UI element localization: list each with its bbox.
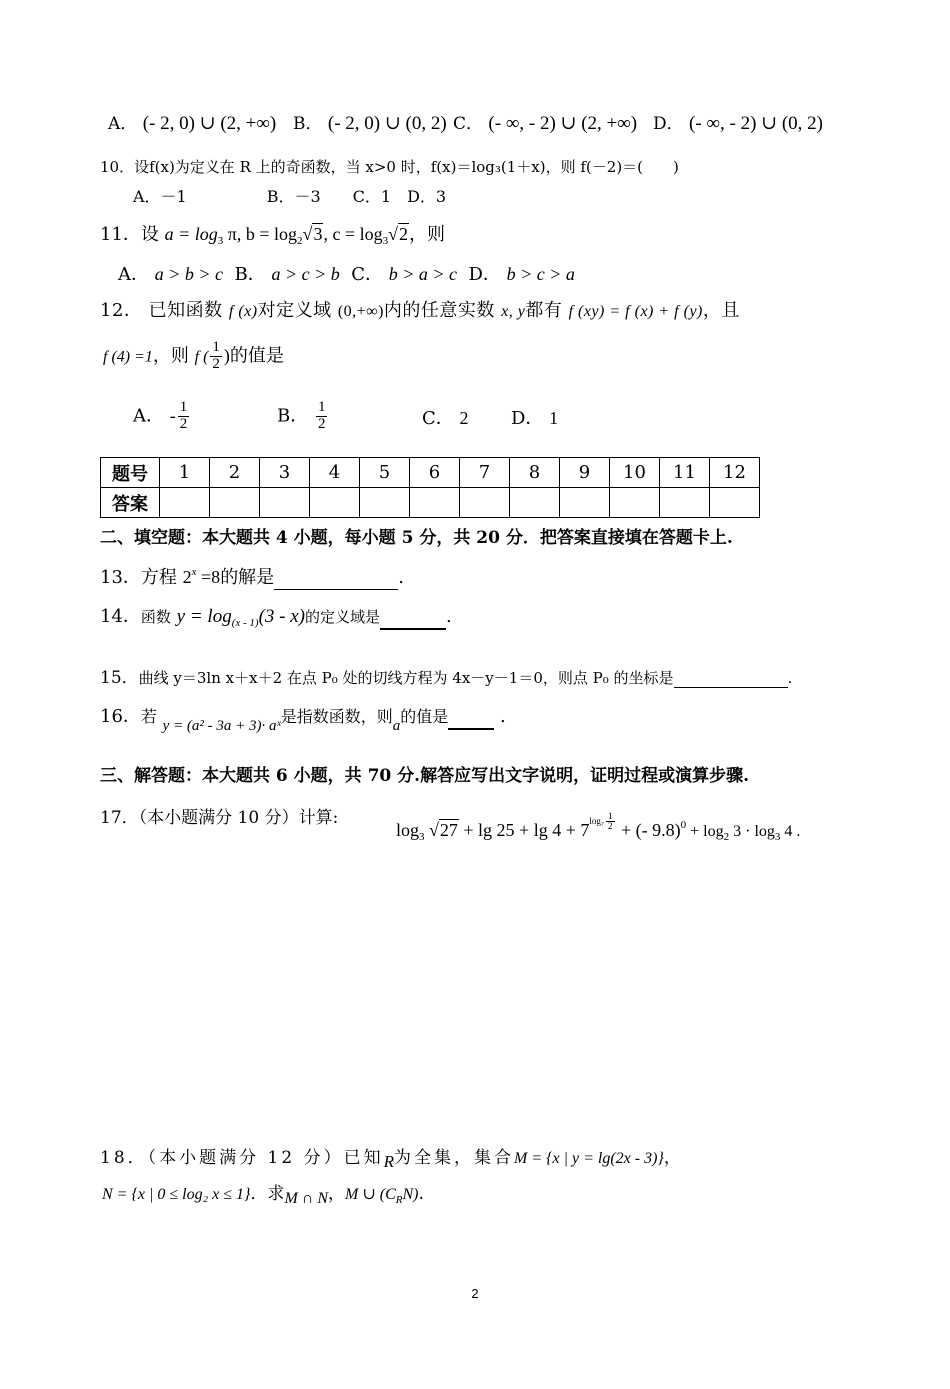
question-17: 17．（本小题满分 10 分）计算: bbox=[100, 808, 339, 828]
question-12-option-a: A． - $\frac{1}{2}$ bbox=[133, 399, 188, 432]
answer-blank[interactable] bbox=[448, 706, 494, 730]
fraction: $\frac{1}{2}$ bbox=[212, 339, 220, 372]
question-11-options: A． a > b > c B． a > c > b C． b > a > c D． b > c > a bbox=[118, 264, 575, 285]
question-10-options: A．－1 B．－3 C．1 D．3 bbox=[133, 187, 447, 206]
question-12-option-c: C． 2 bbox=[422, 408, 469, 429]
question-number: 3 bbox=[260, 458, 310, 488]
answer-cell[interactable] bbox=[560, 488, 610, 518]
page-number: 2 bbox=[471, 1286, 479, 1301]
answer-blank[interactable] bbox=[674, 669, 788, 688]
header-label: 题号 bbox=[101, 458, 160, 488]
answer-cell[interactable] bbox=[510, 488, 560, 518]
q9-option-a: A． (- 2, 0) ∪ (2, +∞) bbox=[108, 113, 277, 134]
question-16: 16．若 $_{y = (a^2 - 3a + 3)\cdot aˣ}$是指数函数，则$_a$的值是 . bbox=[100, 706, 506, 734]
question-12-option-d: D． 1 bbox=[511, 408, 559, 429]
question-number: 10 bbox=[610, 458, 660, 488]
answer-blank[interactable] bbox=[274, 567, 398, 590]
section-3-heading: 三、解答题：本大题共 6 小题，共 70 分.解答应写出文字说明，证明过程或演算步骤. bbox=[100, 766, 749, 786]
question-12: 12． 已知函数 f (x)对定义域 (0,+∞)内的任意实数 x, y都有 f (xy) = f (x) + f (y)，且 bbox=[100, 300, 740, 321]
question-17-expression: $\log_3 √27 + \lg 25 + \lg 4 + 7\log_7$ $\frac{1}{2}$ + (- $9.8)^0 + \log_2 3 \cdot \log_3 4$ . bbox=[396, 811, 801, 843]
answer-blank[interactable] bbox=[380, 606, 446, 630]
question-11: 11．设 $a = \log_3 \pi$, $b = \log_2√3$, $c = \log_3√2$，则 bbox=[100, 224, 445, 247]
question-18-line2: N = {x | 0 ≤ log₂ x ≤ 1}．求M ∩ N，M ∪ $(C_RN)$. bbox=[102, 1184, 424, 1207]
answer-cell[interactable] bbox=[310, 488, 360, 518]
answer-cell[interactable] bbox=[260, 488, 310, 518]
question-number: 9 bbox=[560, 458, 610, 488]
question-number: 12 bbox=[710, 458, 760, 488]
table-row bbox=[101, 488, 760, 518]
question-18: 18．（本小题满分 12 分）已知R为全集，集合M = {x | y = lg(2x - 3)}， bbox=[100, 1148, 684, 1171]
question-12-option-b: B． $\frac{1}{2}$ bbox=[277, 399, 326, 432]
question-12-line2: f (4) =1，则 f ( $\frac{1}{2}$ )的值是 bbox=[103, 339, 284, 372]
q9-option-b: B． (- 2, 0) ∪ (0, 2) bbox=[293, 113, 447, 134]
section-2-heading: 二、填空题：本大题共 4 小题，每小题 5 分，共 20 分．把答案直接填在答题卡上. bbox=[100, 528, 733, 548]
question-13: 13．方程 2$^x$ =8的解是 . bbox=[100, 566, 404, 588]
question-number: 1 bbox=[160, 458, 210, 488]
answer-table bbox=[100, 457, 760, 518]
question-number: 11 bbox=[660, 458, 710, 488]
q9-option-c: C． (- ∞, - 2) ∪ (2, +∞) bbox=[453, 113, 638, 134]
question-number: 6 bbox=[410, 458, 460, 488]
q9-option-d: D． (- ∞, - 2) ∪ (0, 2) bbox=[653, 113, 823, 134]
answer-cell[interactable] bbox=[660, 488, 710, 518]
question-number: 7 bbox=[460, 458, 510, 488]
question-number: 8 bbox=[510, 458, 560, 488]
answer-label: 答案 bbox=[101, 488, 160, 518]
answer-cell[interactable] bbox=[610, 488, 660, 518]
answer-cell[interactable] bbox=[360, 488, 410, 518]
question-number: 5 bbox=[360, 458, 410, 488]
question-15: 15．曲线 y＝3ln x＋x＋2 在点 P₀ 处的切线方程为 4x－y－1＝0，则点 P₀ 的坐标是 . bbox=[100, 668, 793, 688]
question-number: 4 bbox=[310, 458, 360, 488]
answer-cell[interactable] bbox=[160, 488, 210, 518]
answer-cell[interactable] bbox=[210, 488, 260, 518]
question-10: 10．设f(x)为定义在 R 上的奇函数，当 x>0 时，f(x)＝log₃(1＋x)，则 f(－2)＝( ) bbox=[100, 158, 679, 176]
answer-cell[interactable] bbox=[460, 488, 510, 518]
question-14: 14．函数 $y = \log_{(x - 1)}(3 - x)$的定义域是 . bbox=[100, 606, 452, 629]
question-number: 2 bbox=[210, 458, 260, 488]
answer-cell[interactable] bbox=[710, 488, 760, 518]
answer-cell[interactable] bbox=[410, 488, 460, 518]
table-row bbox=[101, 458, 760, 488]
